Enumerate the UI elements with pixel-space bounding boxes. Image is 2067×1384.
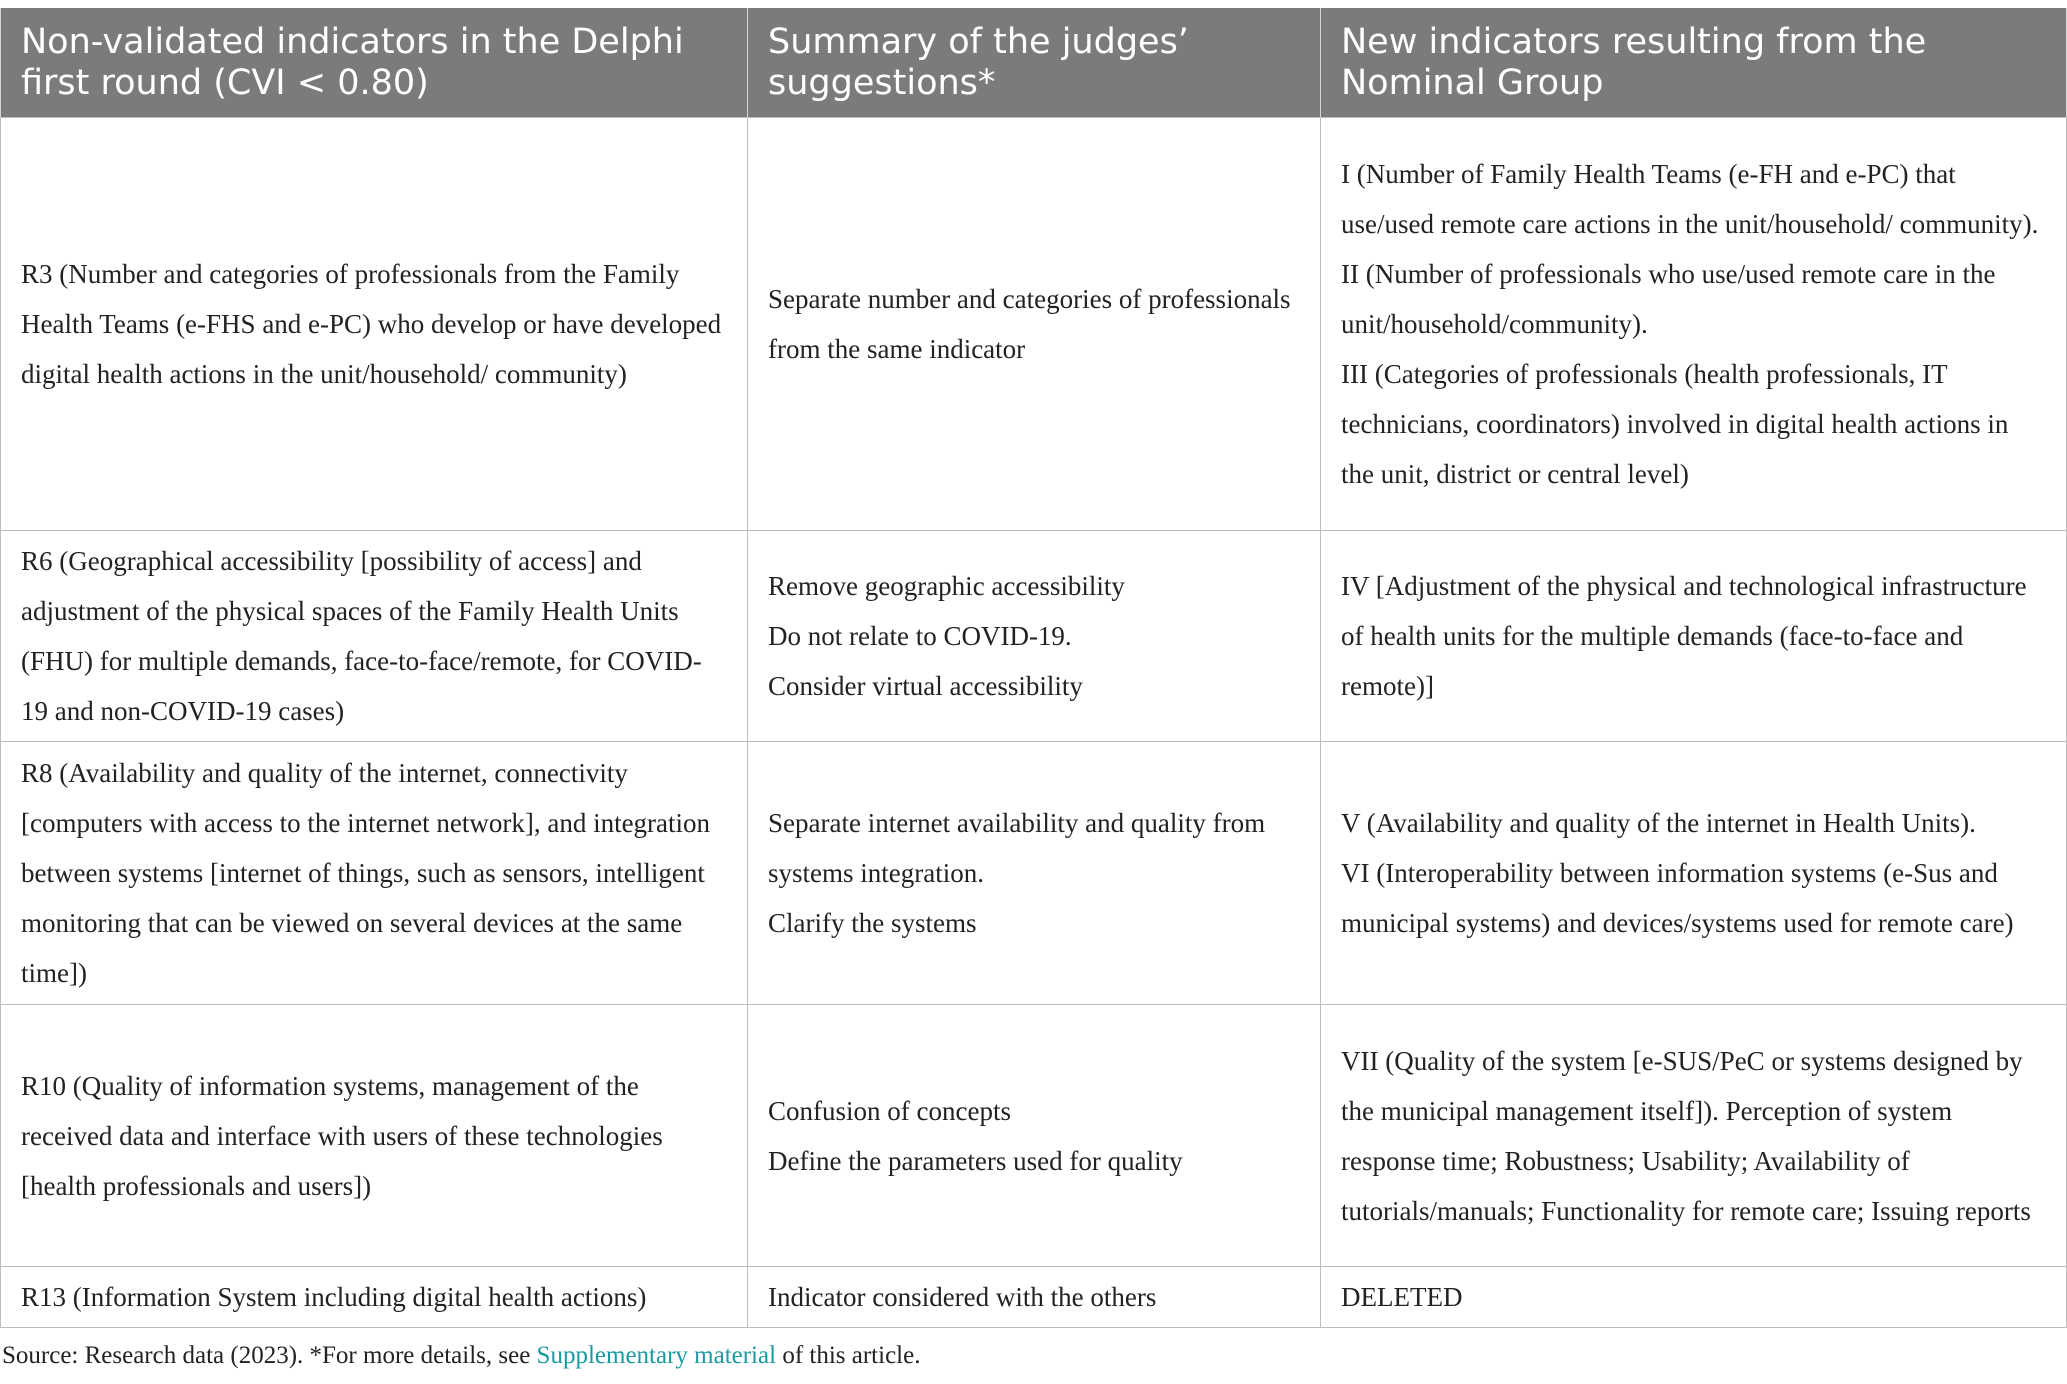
supplementary-material-link[interactable]: Supplementary material xyxy=(536,1342,777,1369)
cell-new-indicators: VII (Quality of the system [e-SUS/PeC or systems designed by the municipal management itself]). Perception of system response time; Robustness; Usability; Availability of tutorials/manuals; Functionality for remote care; Issuing reports xyxy=(1321,1005,2067,1267)
table-row xyxy=(1,1267,2067,1328)
cell-indicator: R6 (Geographical accessibility [possibility of access] and adjustment of the physical spaces of the Family Health Units (FHU) for multiple demands, face-to-face/remote, for COVID-19 and non-COVID-19 cases) xyxy=(1,531,748,742)
cell-suggestions: Remove geographic accessibility Do not relate to COVID-19. Consider virtual accessibility xyxy=(748,531,1321,742)
table-row xyxy=(1,531,2067,742)
table-row xyxy=(1,118,2067,531)
header-judges-suggestions: Summary of the judges’ suggestions* xyxy=(748,8,1321,118)
cell-suggestions: Separate number and categories of professionals from the same indicator xyxy=(748,118,1321,531)
cell-new-indicators: I (Number of Family Health Teams (e-FH and e-PC) that use/used remote care actions in the unit/household/ community). II (Number of professionals who use/used remote care in the unit/household/community). III (Categories of professionals (health professionals, IT technicians, coordinators) involved in digital health actions in the unit, district or central level) xyxy=(1321,118,2067,531)
cell-indicator: R8 (Availability and quality of the internet, connectivity [computers with access to the internet network], and integration between systems [internet of things, such as sensors, intelligent monitoring that can be viewed on several devices at the same time]) xyxy=(1,742,748,1005)
cell-suggestions: Indicator considered with the others xyxy=(748,1267,1321,1328)
cell-new-indicators: V (Availability and quality of the internet in Health Units). VI (Interoperability between information systems (e-Sus and municipal systems) and devices/systems used for remote care) xyxy=(1321,742,2067,1005)
table-header xyxy=(1,8,2067,118)
cell-indicator: R10 (Quality of information systems, management of the received data and interface with users of these technologies [health professionals and users]) xyxy=(1,1005,748,1267)
cell-indicator: R3 (Number and categories of professionals from the Family Health Teams (e-FHS and e-PC) who develop or have developed digital health actions in the unit/household/ community) xyxy=(1,118,748,531)
indicators-table xyxy=(0,8,2067,1328)
cell-new-indicators: IV [Adjustment of the physical and technological infrastructure of health units for the multiple demands (face-to-face and remote)] xyxy=(1321,531,2067,742)
footnote-suffix-text: of this article. xyxy=(776,1342,921,1369)
table-footnote xyxy=(2,1336,920,1376)
cell-indicator: R13 (Information System including digital health actions) xyxy=(1,1267,748,1328)
table-row xyxy=(1,742,2067,1005)
table-row xyxy=(1,1005,2067,1267)
footnote-source-text: Source: Research data (2023). *For more details, see xyxy=(2,1342,537,1369)
cell-suggestions: Confusion of concepts Define the parameters used for quality xyxy=(748,1005,1321,1267)
header-row xyxy=(1,8,2067,118)
cell-new-indicators: DELETED xyxy=(1321,1267,2067,1328)
table-body xyxy=(1,118,2067,1328)
cell-suggestions: Separate internet availability and quality from systems integration. Clarify the systems xyxy=(748,742,1321,1005)
indicators-table-container xyxy=(0,8,2066,1328)
header-non-validated-indicators: Non-validated indicators in the Delphi first round (CVI < 0.80) xyxy=(1,8,748,118)
header-new-indicators: New indicators resulting from the Nominal Group xyxy=(1321,8,2067,118)
